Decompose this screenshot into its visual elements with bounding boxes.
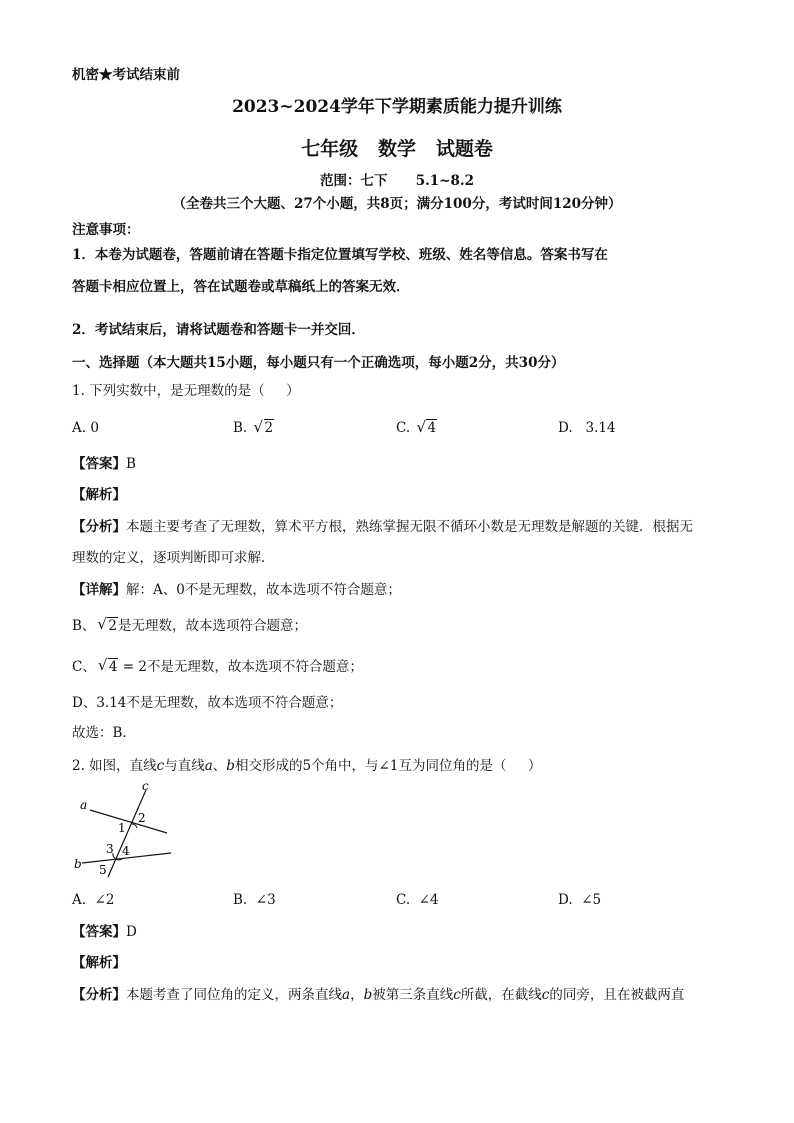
q1-option-c xyxy=(396,420,437,436)
q2-stem-part3: 、 xyxy=(212,758,227,774)
confidential-label: 机密★考试结束前 xyxy=(72,67,180,83)
q2-var-a: a xyxy=(204,758,213,774)
q2-figure xyxy=(70,780,180,880)
q2-fenxi-part2: ， xyxy=(350,987,364,1003)
q1-option-b-radicand: 2 xyxy=(264,420,274,436)
answer-tag: 【答案】 xyxy=(72,924,126,940)
fenxi-tag: 【分析】 xyxy=(72,519,126,535)
angle-label-5: 5 xyxy=(99,863,107,877)
angle-label-1: 1 xyxy=(118,821,126,835)
sqrt-icon: √ 4 xyxy=(416,418,437,436)
sqrt-icon: √ 2 xyxy=(253,418,274,436)
detail-c-suffix: 不是无理数，故本选项不符合题意； xyxy=(146,659,363,675)
sqrt-icon: √ 4 xyxy=(97,656,118,675)
q2-answer xyxy=(72,923,137,941)
q2-fenxi-var-c2: c xyxy=(541,987,550,1003)
q1-choose: 故选：B． xyxy=(72,725,136,741)
q2-fenxi-part5: 的同旁，且在被截两直 xyxy=(549,987,685,1003)
q1-option-c-radicand: 4 xyxy=(427,420,437,436)
label-b: b xyxy=(74,857,82,871)
q1-fenxi-line2: 理数的定义，逐项判断即可求解． xyxy=(72,550,275,566)
section1-heading: 一、选择题（本大题共15小题，每小题只有一个正确选项，每小题2分，共30分） xyxy=(72,355,565,371)
q1-detail-b xyxy=(72,617,307,635)
angle2-arc xyxy=(132,824,137,828)
q2-stem-part4: 相交形成的5个角中，与∠1互为同位角的是（ ） xyxy=(234,758,542,774)
detail-tag: 【详解】 xyxy=(72,582,126,598)
q2-fenxi-var-a: a xyxy=(342,987,351,1003)
angle-label-2: 2 xyxy=(138,811,146,825)
notes-item1-line2: 答题卡相应位置上，答在试题卷或草稿纸上的答案无效． xyxy=(72,279,410,295)
detail-text: 解：A、0不是无理数，故本选项不符合题意； xyxy=(126,582,401,598)
q2-option-a: A. ∠2 xyxy=(72,892,115,908)
angle-label-4: 4 xyxy=(122,844,130,858)
fenxi-tag: 【分析】 xyxy=(72,987,126,1003)
q2-var-b: b xyxy=(226,758,235,774)
q2-fenxi xyxy=(72,986,684,1004)
label-c: c xyxy=(142,780,149,793)
q1-fenxi-line1 xyxy=(72,518,693,536)
notes-heading: 注意事项： xyxy=(72,222,140,238)
exam-range: 范围：七下 5.1~8.2 xyxy=(320,173,474,189)
q2-fenxi-part1: 本题考查了同位角的定义，两条直线 xyxy=(126,987,342,1003)
q1-detail-c xyxy=(72,658,363,676)
notes-item2: 2．考试结束后，请将试题卷和答题卡一并交回． xyxy=(72,322,365,338)
label-a: a xyxy=(80,798,88,812)
detail-c-prefix: C、 xyxy=(72,659,96,675)
q1-option-b xyxy=(233,420,274,436)
line-c xyxy=(108,790,146,877)
q2-stem-part2: 与直线 xyxy=(164,758,205,774)
q1-option-c-label: C. xyxy=(396,420,411,436)
q2-analysis-tag: 【解析】 xyxy=(72,955,126,971)
q1-answer xyxy=(72,455,136,473)
q2-fenxi-var-b: b xyxy=(363,987,373,1003)
detail-b-prefix: B、 xyxy=(72,618,96,634)
exam-info: （全卷共三个大题、27个小题，共8页；满分100分，考试时间120分钟） xyxy=(172,196,622,212)
q2-option-b: B. ∠3 xyxy=(233,892,276,908)
q1-option-d: D. 3.14 xyxy=(558,420,616,436)
fenxi-text: 本题主要考查了无理数，算术平方根，熟练掌握无限不循环小数是无理数是解题的关键．根据无 xyxy=(126,519,693,535)
detail-b-suffix: 是无理数，故本选项符合题意； xyxy=(118,618,308,634)
answer-value: D xyxy=(126,924,137,940)
angle-label-3: 3 xyxy=(106,842,114,856)
q1-detail-a xyxy=(72,581,401,599)
q2-fenxi-var-c: c xyxy=(453,987,461,1003)
answer-tag: 【答案】 xyxy=(72,456,126,472)
notes-item1-line1: 1．本卷为试题卷，答题前请在答题卡指定位置填写学校、班级、姓名等信息。答案书写在 xyxy=(72,247,608,263)
exam-subtitle: 七年级 数学 试题卷 xyxy=(301,138,493,160)
detail-c-radicand: 4 xyxy=(108,659,118,675)
q2-stem xyxy=(72,757,541,775)
q2-option-c: C. ∠4 xyxy=(396,892,439,908)
q1-analysis-tag: 【解析】 xyxy=(72,487,126,503)
q1-detail-d: D、3.14不是无理数，故本选项不符合题意； xyxy=(72,695,343,711)
q1-option-a: A. 0 xyxy=(72,420,99,436)
q1-stem: 1. 下列实数中，是无理数的是（ ） xyxy=(72,383,300,399)
q2-stem-part1: 2. 如图，直线 xyxy=(72,758,157,774)
q2-fenxi-part3: 被第三条直线 xyxy=(372,987,454,1003)
detail-b-radicand: 2 xyxy=(108,618,118,634)
answer-value: B xyxy=(126,456,136,472)
detail-c-eq: = 2 xyxy=(118,659,147,675)
q2-option-d: D. ∠5 xyxy=(558,892,602,908)
sqrt-icon: √ 2 xyxy=(97,615,118,634)
q2-var-c: c xyxy=(156,758,165,774)
q1-option-b-label: B. xyxy=(233,420,248,436)
exam-title: 2023~2024学年下学期素质能力提升训练 xyxy=(232,97,562,117)
q2-fenxi-part4: 所截，在截线 xyxy=(460,987,542,1003)
